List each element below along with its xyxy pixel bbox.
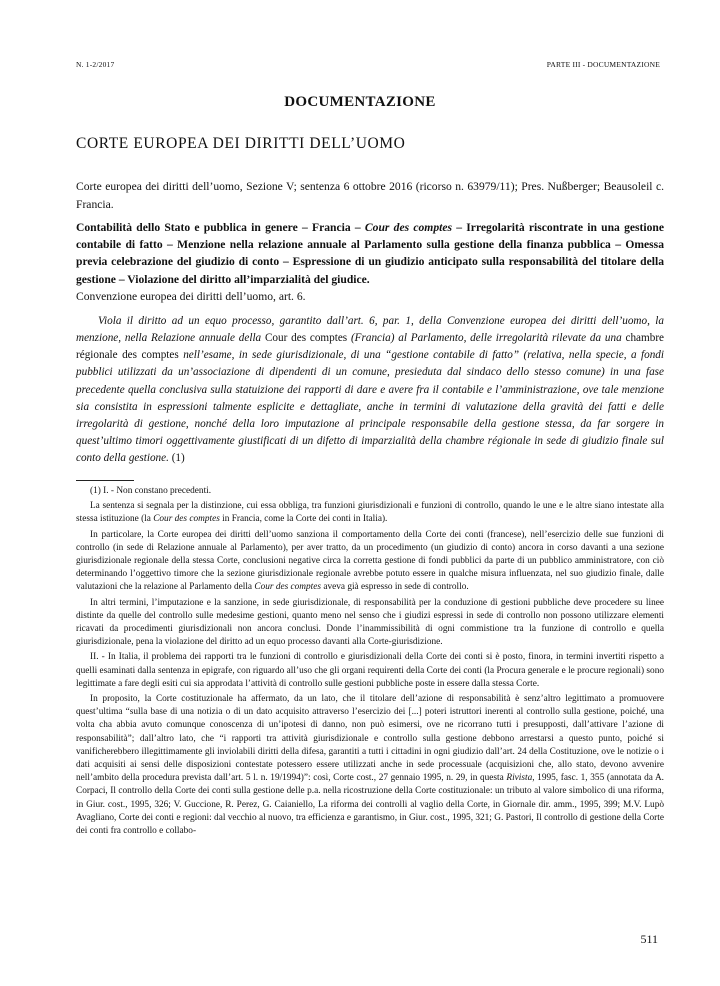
court-title: CORTE EUROPEA DEI DIRITTI DELL’UOMO <box>76 135 406 152</box>
footnote-paragraph <box>76 500 664 526</box>
maxim-text: Cour des comptes <box>264 332 348 345</box>
footnote-ref: (1) <box>168 452 185 465</box>
section-header: PARTE III - DOCUMENTAZIONE <box>546 60 660 69</box>
note-text: In proposito, la Corte costituzionale ha affermato, da un lato, che il titolare dell’azione di responsabilità è senz’altro legittimato a promuovere quest’ultima “sulla base di una notizia o di un dato acquisito attraverso l’esercizio dei [...] poteri istruttori inerenti al controllo sulla gestione, poiché, una volta cha abbia avuto comunque conoscenza di un’ipotesi di danno, non può esimersi, ove ne ricorrano tutti i presupposti, dall’attivare l’azione di responsabilità”; dall’altro lato, che “i rapporti tra attività giurisdizionale e controllo sulla gestione debbono arrestarsi a questo punto, poiché si vanificherebbero illegittimamente gli inviolabili diritti della difesa, garantiti a tutti i cittadini in ogni giudizio dall’art. 24 della Costituzione, ove le notizie o i dati acquisiti ai sensi delle disposizioni contestate potessero essere utilizzati anche in sede processuale (acquisizioni che, allo stato, devono avvenire nell’ambito della procedura prevista dall’art. 5 l. n. 19/1994)”: così, Corte cost., 27 gennaio 1995, n. 29, in questa <box>76 694 664 784</box>
note-italic: Rivista <box>506 773 533 784</box>
note-text: II. - In Italia, il problema dei rapporti tra le funzioni di controllo e giurisdizionali della Corte dei conti si è posto, finora, in termini invertiti rispetto a quelli esaminati dalla sentenza in epigrafe, con riguardo all’uso che gli organi requirenti della Corte dei conti (la Procura generale e le procure regionali) sono legittimate a fare degli esiti cui sia approdata l’attività di controllo sulle gestioni pubbliche poste in essere dalla stessa Corte. <box>76 652 664 689</box>
note-text: aveva già espresso in sede di controllo. <box>321 582 469 593</box>
footnote-paragraph <box>76 597 664 650</box>
note-text: , 1995, fasc. 1, 355 (annotata da A. Corpaci, Il controllo della Corte dei conti sulla gestione delle p.a. nella ricostruzione della Corte costituzionale: un tributo al valore simbolico di una riforma, in Giur. cost., 1995, 326; V. Guccione, R. Perez, G. Caianiello, La riforma dei controlli al vaglio della Corte, in Giornale dir. amm., 1995, 399; M.V. Lupò Avagliano, Corte dei conti e regioni: dal vecchio al nuovo, tra efficienza e garantismo, in Giur. cost., 1995, 321; G. Pastori, Il controllo di gestione della Corte dei conti fra controllo e collabo- <box>76 773 665 837</box>
page-number: 511 <box>640 932 658 946</box>
note-text: in Francia, come la Corte dei conti in Italia). <box>219 514 388 525</box>
case-citation: Corte europea dei diritti dell’uomo, Sezione V; sentenza 6 ottobre 2016 (ricorso n. 63979/11); Pres. Nußberger; Beausoleil c. Francia. <box>76 180 664 211</box>
note-text: La sentenza si segnala per la distinzione, cui essa obbliga, tra funzioni giurisdizionali e funzioni di controllo, quando le une e le altre siano intestate alla stessa istituzione (la <box>76 501 664 525</box>
maxim-text: (Francia) al Parlamento, delle irregolarità rilevate da una <box>347 332 626 345</box>
note-italic: Cour des comptes <box>254 582 321 593</box>
subject-part: – Irregolarità riscontrate in una gestione contabile di fatto – Menzione nella relazione annuale al Parlamento sulla gestione della finanza pubblica – Omessa previa celebrazione del giudizio di conto – Espressione di un giudizio anticipato sulla responsabilità del titolare della gestione – Violazione del diritto all’imparzialità del giudice. <box>76 221 665 286</box>
document-title: DOCUMENTAZIONE <box>284 94 436 110</box>
subject-headnote <box>76 219 664 288</box>
convention-reference: Convenzione europea dei diritti dell’uomo, art. 6. <box>76 289 306 303</box>
subject-italic: Cour des comptes <box>364 221 452 234</box>
footnote-divider <box>76 480 134 481</box>
note-text: In particolare, la Corte europea dei diritti dell’uomo sanziona il comportamento della Corte dei conti (francese), nell’esercizio delle sue funzioni di controllo (in sede di Relazione annuale al Parlamento), per aver tratto, da un procedimento (un giudizio di conto) ancora in corso davanti a una sezione giurisdizionale regionale della stessa Corte, conclusioni negative circa la corretta gestione di fondi pubblici da parte di un pubblico amministratore, con ciò determinando l’oggettivo timore che la sezione giurisdizionale regionale avrebbe potuto essere in qualche misura influenzata, nel suo giudizio finale, dalle valutazioni che la relazione al Parlamento della <box>76 529 664 593</box>
maxim-text: nell’esame, in sede giurisdizionale, di una “gestione contabile di fatto” (relativa, nella specie, a fondi pubblici utilizzati da un’associazione di dipendenti di un comune, presieduta dal sindaco dello stesso comune) in una fase precedente quella conclusiva sulla statuizione dei rapporti di dare e avere fra il contabile e l’amministrazione, ove tale menzione sia consistita in espressioni talmente esplicite e dettagliate, anche in termini di valutazione della gravità dei fatti e delle irregolarità di gestione, nonché della loro imputazione al principale responsabile della gestione stessa, da far sorgere in quest’ultimo timori oggettivamente giustificati di un difetto di imparzialità della chambre régionale in sede di giudizio finale sul conto della gestione. <box>76 349 664 465</box>
note-text: (1) I. - Non constano precedenti. <box>90 486 212 496</box>
footnotes <box>76 485 664 840</box>
maxim-text: Viola il diritto ad un equo processo, garantito dall’art. 6, par. 1, della Convenzione europea dei diritti dell’uomo, la menzione, nella Relazione annuale della <box>76 314 664 345</box>
footnote-paragraph <box>76 651 664 691</box>
footnote-paragraph <box>76 485 664 498</box>
decision-body <box>76 178 664 468</box>
maxim-text: chambre régionale des comptes <box>76 332 665 362</box>
footnote-paragraph <box>76 693 664 838</box>
legal-maxim <box>76 313 664 468</box>
note-italic: Cour des comptes <box>153 514 220 525</box>
journal-issue: N. 1-2/2017 <box>76 60 115 69</box>
note-text: In altri termini, l’imputazione e la sanzione, in sede giurisdizionale, di responsabilità per la conduzione di gestioni pubbliche deve procedere su linee distinte da quelle del controllo sulle medesime gestioni, quanto meno nel senso che i giudizi espressi in sede di controllo non possono utilizzare elementi ricavati da procedimenti giurisdizionali non ancora conclusi. Donde l’inammissibilità di ogni commistione tra la funzione di controllo e quella giurisdizionale, pena la violazione del diritto ad un equo processo davanti alla Corte-giurisdizione. <box>76 597 664 648</box>
footnote-paragraph <box>76 529 664 595</box>
subject-part: Contabilità dello Stato e pubblica in genere – Francia – <box>76 221 365 234</box>
